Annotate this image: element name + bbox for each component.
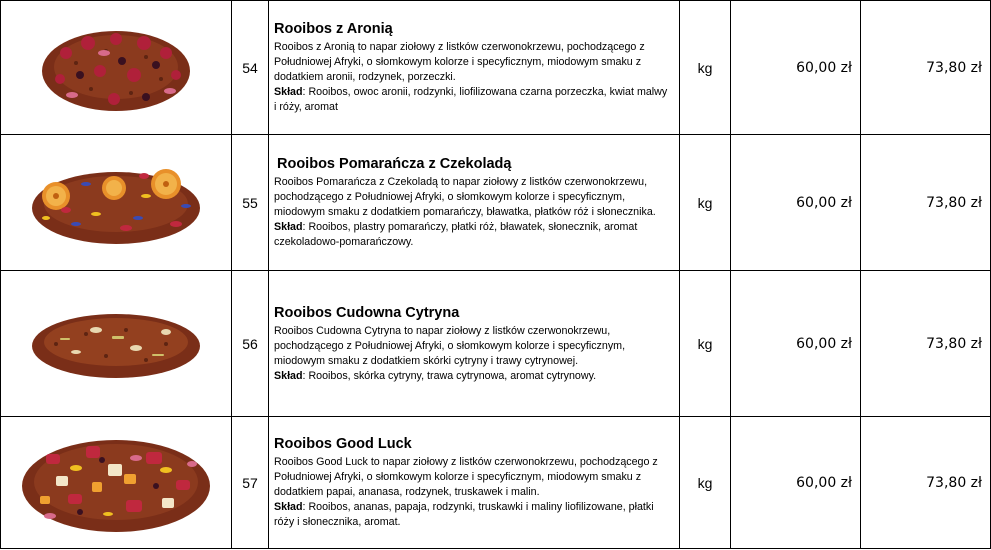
product-row (1, 135, 991, 271)
product-price-net: 60,00 zł (731, 271, 861, 417)
product-price-gross: 73,80 zł (861, 1, 991, 135)
product-number: 54 (232, 1, 269, 135)
product-image-cell (1, 271, 232, 417)
product-price-gross: 73,80 zł (861, 135, 991, 271)
product-name: Rooibos z Aronią (274, 21, 393, 37)
tea-blend-lemon-image (26, 294, 206, 394)
product-price-gross: 73,80 zł (861, 417, 991, 549)
product-row (1, 417, 991, 549)
product-composition: : Rooibos, ananas, papaja, rodzynki, truskawki i maliny liofilizowane, płatki róży i słonecznika, aromat. (274, 501, 654, 528)
tea-blend-good-luck-image (16, 424, 216, 542)
product-unit: kg (680, 135, 731, 271)
product-price-net: 60,00 zł (731, 417, 861, 549)
product-description: Rooibos z Aronią to napar ziołowy z listków czerwonokrzewu, pochodzącego z Południowej Afryki, o słomkowym kolorze i specyficznym, miodowym smaku z dodatkiem aronii, rodzynek, porzeczki. (274, 41, 645, 83)
product-number: 55 (232, 135, 269, 271)
product-price-gross: 73,80 zł (861, 271, 991, 417)
product-row (1, 1, 991, 135)
product-description-cell (269, 135, 680, 271)
product-description-cell (269, 1, 680, 135)
product-name: Rooibos Good Luck (274, 436, 412, 452)
product-image-cell (1, 417, 232, 549)
product-description: Rooibos Pomarańcza z Czekoladą to napar ziołowy z listków czerwonokrzewu, pochodzącego z Południowej Afryki, o słomkowym kolorze i specyficznym, miodowym smaku z dodatkiem pomarańczy, bławatka, płatków róż i słonecznika. (274, 176, 656, 218)
product-composition: : Rooibos, plastry pomarańczy, płatki róż, bławatek, słonecznik, aromat czekoladowo-pomarańczowy. (274, 221, 638, 248)
product-price-net: 60,00 zł (731, 1, 861, 135)
product-composition: : Rooibos, skórka cytryny, trawa cytrynowa, aromat cytrynowy. (302, 369, 597, 382)
composition-label: Skład (274, 221, 303, 233)
product-composition: : Rooibos, owoc aronii, rodzynki, liofilizowana czarna porzeczka, kwiat malwy i róży, aromat (274, 86, 668, 113)
product-image-cell (1, 135, 232, 271)
product-name: Rooibos Cudowna Cytryna (274, 304, 460, 321)
product-unit: kg (680, 1, 731, 135)
product-unit: kg (680, 271, 731, 417)
product-description-cell (269, 271, 680, 417)
composition-label: Skład (274, 369, 303, 382)
product-unit: kg (680, 417, 731, 549)
product-name: Rooibos Pomarańcza z Czekoladą (277, 156, 512, 172)
tea-blend-aronia-image (36, 13, 196, 123)
product-image-cell (1, 1, 232, 135)
product-row (1, 271, 991, 417)
product-number: 56 (232, 271, 269, 417)
product-description-cell (269, 417, 680, 549)
composition-label: Skład (274, 86, 303, 98)
product-number: 57 (232, 417, 269, 549)
product-description: Rooibos Cudowna Cytryna to napar ziołowy z listków czerwonokrzewu, pochodzącego z Południowej Afryki, o słomkowym kolorze i specyficznym, miodowym smaku z dodatkiem skórki cytryny i trawy cytrynowej. (274, 324, 626, 367)
tea-blend-orange-chocolate-image (26, 148, 206, 258)
composition-label: Skład (274, 501, 303, 513)
product-price-net: 60,00 zł (731, 135, 861, 271)
product-description: Rooibos Good Luck to napar ziołowy z listków czerwonokrzewu, pochodzącego z Południowej Afryki, o słomkowym kolorze i specyficznym, miodowym smaku z dodatkiem papai, ananasa, rodzynek, truskawek i malin. (274, 456, 658, 498)
